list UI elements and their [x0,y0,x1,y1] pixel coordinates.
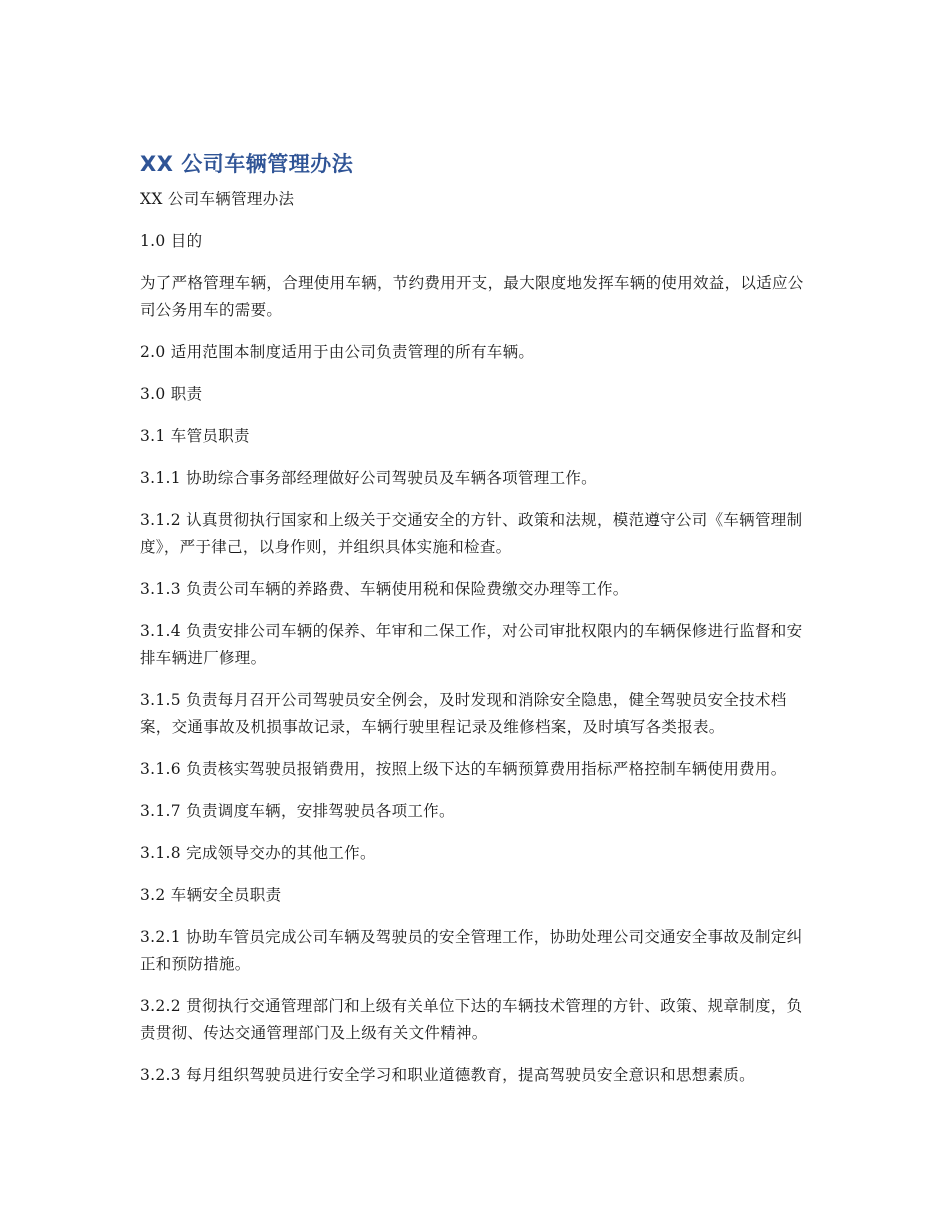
clause-3-1-4: 3.1.4 负责安排公司车辆的保养、年审和二保工作，对公司审批权限内的车辆保修进行监督和安排车辆进厂修理。 [140,622,803,667]
document-title: XX 公司车辆管理办法 [140,152,354,176]
clause-3-1-2: 3.1.2 认真贯彻执行国家和上级关于交通安全的方针、政策和法规，模范遵守公司《车辆管理制度》，严于律己，以身作则，并组织具体实施和检查。 [140,511,803,556]
clause-3-1-5: 3.1.5 负责每月召开公司驾驶员安全例会，及时发现和消除安全隐患，健全驾驶员安全技术档案，交通事故及机损事故记录，车辆行驶里程记录及维修档案，及时填写各类报表。 [140,691,787,736]
clause-3-2-1: 3.2.1 协助车管员完成公司车辆及驾驶员的安全管理工作，协助处理公司交通安全事故及制定纠正和预防措施。 [140,928,803,973]
section-heading-purpose: 1.0 目的 [140,232,203,250]
clause-3-1-8: 3.1.8 完成领导交办的其他工作。 [140,844,376,862]
section-heading-duties: 3.0 职责 [140,385,203,403]
clause-3-1-6: 3.1.6 负责核实驾驶员报销费用，按照上级下达的车辆预算费用指标严格控制车辆使用费用。 [140,760,787,778]
clause-3-1-1: 3.1.1 协助综合事务部经理做好公司驾驶员及车辆各项管理工作。 [140,469,597,487]
subtitle-paragraph: XX 公司车辆管理办法 [140,190,295,208]
clause-3-1-7: 3.1.7 负责调度车辆，安排驾驶员各项工作。 [140,802,455,820]
clause-3-1-3: 3.1.3 负责公司车辆的养路费、车辆使用税和保险费缴交办理等工作。 [140,580,629,598]
clause-3-2-3: 3.2.3 每月组织驾驶员进行安全学习和职业道德教育，提高驾驶员安全意识和思想素质。 [140,1066,755,1084]
scope-paragraph: 2.0 适用范围本制度适用于由公司负责管理的所有车辆。 [140,343,535,361]
subsection-heading-vehicle-manager: 3.1 车管员职责 [140,427,250,445]
purpose-paragraph: 为了严格管理车辆，合理使用车辆，节约费用开支，最大限度地发挥车辆的使用效益，以适应公司公务用车的需要。 [140,274,804,319]
clause-3-2-2: 3.2.2 贯彻执行交通管理部门和上级有关单位下达的车辆技术管理的方针、政策、规章制度，负责贯彻、传达交通管理部门及上级有关文件精神。 [140,997,803,1042]
subsection-heading-safety-officer: 3.2 车辆安全员职责 [140,886,282,904]
document-page [140,148,810,1104]
